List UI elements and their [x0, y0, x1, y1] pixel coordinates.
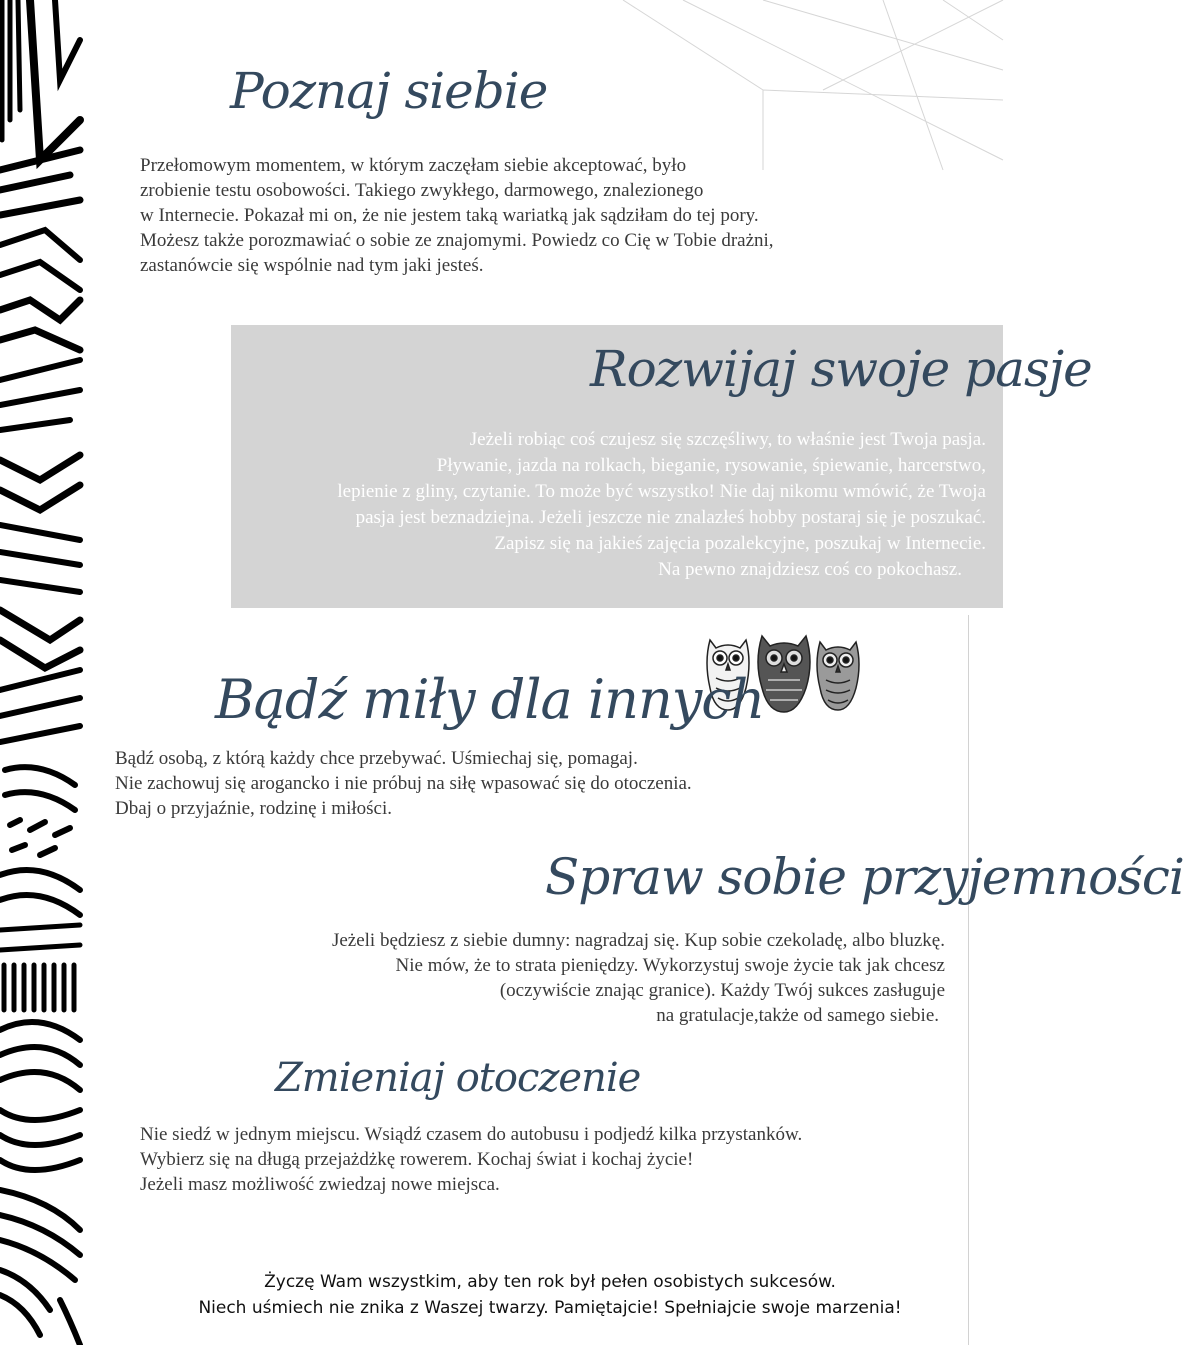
section-title-poznaj-siebie: Poznaj siebie: [230, 62, 548, 120]
section-body-rozwijaj-swoje-pasje: [337, 427, 986, 583]
section-title-badz-mily-dla-innych: Bądź miły dla innych: [215, 668, 765, 731]
divider-line: [968, 615, 969, 1345]
body-line: Zapisz się na jakieś zajęcia pozalekcyjne, poszukaj w Internecie.: [494, 533, 986, 554]
body-line: Wybierz się na długą przejażdżkę rowerem. Kochaj świat i kochaj życie!: [140, 1149, 694, 1170]
section-body-spraw-sobie-przyjemnosci: [332, 928, 945, 1028]
section-title-spraw-sobie-przyjemnosci: Spraw sobie przyjemności: [545, 848, 1184, 906]
section-body-zmieniaj-otoczenie: [140, 1122, 802, 1197]
section-title-zmieniaj-otoczenie: Zmieniaj otoczenie: [275, 1055, 641, 1101]
section-title-rozwijaj-swoje-pasje: Rozwijaj swoje pasje: [590, 340, 1092, 398]
body-line: pasja jest beznadziejna. Jeżeli jeszcze nie znalazłeś hobby postaraj się je poszukać.: [355, 507, 986, 528]
body-line: w Internecie. Pokazał mi on, że nie jestem taką wariatką jak sądziłam do tej pory.: [140, 205, 759, 226]
body-line: Możesz także porozmawiać o sobie ze znajomymi. Powiedz co Cię w Tobie drażni,: [140, 230, 774, 251]
section-body-poznaj-siebie: [140, 153, 774, 278]
body-line: lepienie z gliny, czytanie. To może być wszystko! Nie daj nikomu wmówić, że Twoja: [337, 481, 986, 502]
geometric-lines: [623, 0, 1003, 170]
closing-line-2: Niech uśmiech nie znika z Waszej twarzy. Pamiętajcie! Spełniajcie swoje marzenia!: [198, 1298, 902, 1318]
body-line: Jeżeli robiąc coś czujesz się szczęśliwy, to właśnie jest Twoja pasja.: [469, 429, 986, 450]
body-line: na gratulacje,także od samego siebie.: [656, 1005, 939, 1026]
body-line: Nie siedź w jednym miejscu. Wsiądź czasem do autobusu i podjedź kilka przystanków.: [140, 1124, 803, 1145]
section-body-badz-mily-dla-innych: [115, 746, 692, 821]
body-line: Na pewno znajdziesz coś co pokochasz.: [658, 559, 962, 580]
body-line: Pływanie, jazda na rolkach, bieganie, rysowanie, śpiewanie, harcerstwo,: [436, 455, 986, 476]
zebra-pattern-strip: [0, 0, 80, 1345]
body-line: Nie mów, że to strata pieniędzy. Wykorzystuj swoje życie tak jak chcesz: [395, 955, 945, 976]
body-line: Dbaj o przyjaźnie, rodzinę i miłości.: [115, 798, 392, 819]
body-line: (oczywiście znając granice). Każdy Twój sukces zasługuje: [499, 980, 945, 1001]
body-line: Bądź osobą, z którą każdy chce przebywać. Uśmiechaj się, pomagaj.: [115, 748, 638, 769]
body-line: zrobienie testu osobowości. Takiego zwykłego, darmowego, znalezionego: [140, 180, 704, 201]
body-line: Jeżeli masz możliwość zwiedzaj nowe miejsca.: [140, 1174, 500, 1195]
body-line: Przełomowym momentem, w którym zaczęłam siebie akceptować, było: [140, 155, 687, 176]
body-line: zastanówcie się wspólnie nad tym jaki jesteś.: [140, 255, 484, 276]
body-line: Nie zachowuj się arogancko i nie próbuj na siłę wpasować się do otoczenia.: [115, 773, 692, 794]
body-line: Jeżeli będziesz z siebie dumny: nagradzaj się. Kup sobie czekoladę, albo bluzkę.: [331, 930, 945, 951]
closing-line-1: Życzę Wam wszystkim, aby ten rok był pełen osobistych sukcesów.: [264, 1272, 836, 1292]
